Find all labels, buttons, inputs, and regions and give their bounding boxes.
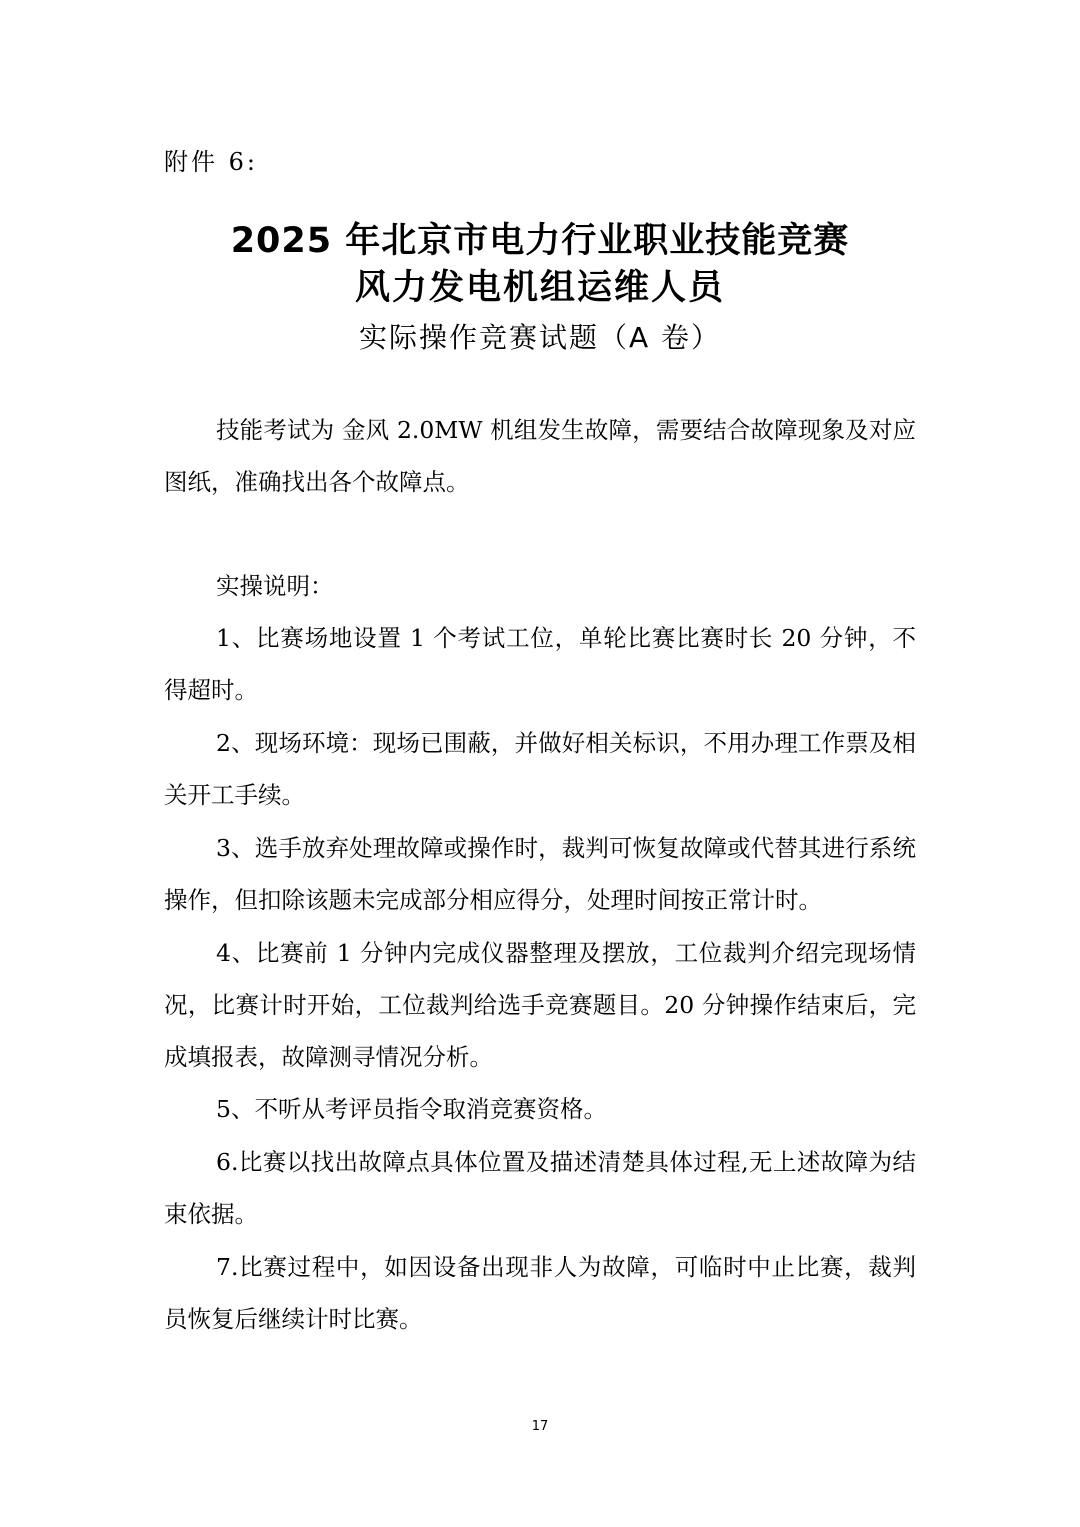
- attachment-label: 附件 6:: [164, 148, 258, 176]
- instruction-item-2: 2、现场环境：现场已围蔽，并做好相关标识，不用办理工作票及相关开工手续。: [164, 729, 916, 809]
- instruction-item-6: 6.比赛以找出故障点具体位置及描述清楚具体过程,无上述故障为结束依据。: [164, 1148, 916, 1228]
- document-title-line2: 风力发电机组运维人员: [354, 268, 725, 308]
- instruction-item-1: 1、比赛场地设置 1 个考试工位，单轮比赛比赛时长 20 分钟，不得超时。: [164, 624, 916, 704]
- instruction-item-5: 5、不听从考评员指令取消竞赛资格。: [216, 1095, 607, 1123]
- document-subtitle: 实际操作竞赛试题（A 卷）: [358, 321, 722, 354]
- instructions-heading: 实操说明：: [216, 572, 334, 600]
- intro-paragraph: 技能考试为 金风 2.0MW 机组发生故障，需要结合故障现象及对应图纸，准确找出各个故障点。: [164, 416, 916, 496]
- page-number: 17: [531, 1419, 549, 1434]
- instruction-item-3: 3、选手放弃处理故障或操作时，裁判可恢复故障或代替其进行系统操作，但扣除该题未完成部分相应得分，处理时间按正常计时。: [164, 834, 916, 914]
- document-title-line1: 2025 年北京市电力行业职业技能竞赛: [230, 221, 850, 261]
- instruction-item-4: 4、比赛前 1 分钟内完成仪器整理及摆放，工位裁判介绍完现场情况，比赛计时开始，工位裁判给选手竞赛题目。20 分钟操作结束后，完成填报表，故障测寻情况分析。: [164, 939, 916, 1071]
- instruction-item-7: 7.比赛过程中，如因设备出现非人为故障，可临时中止比赛，裁判员恢复后继续计时比赛。: [164, 1253, 916, 1333]
